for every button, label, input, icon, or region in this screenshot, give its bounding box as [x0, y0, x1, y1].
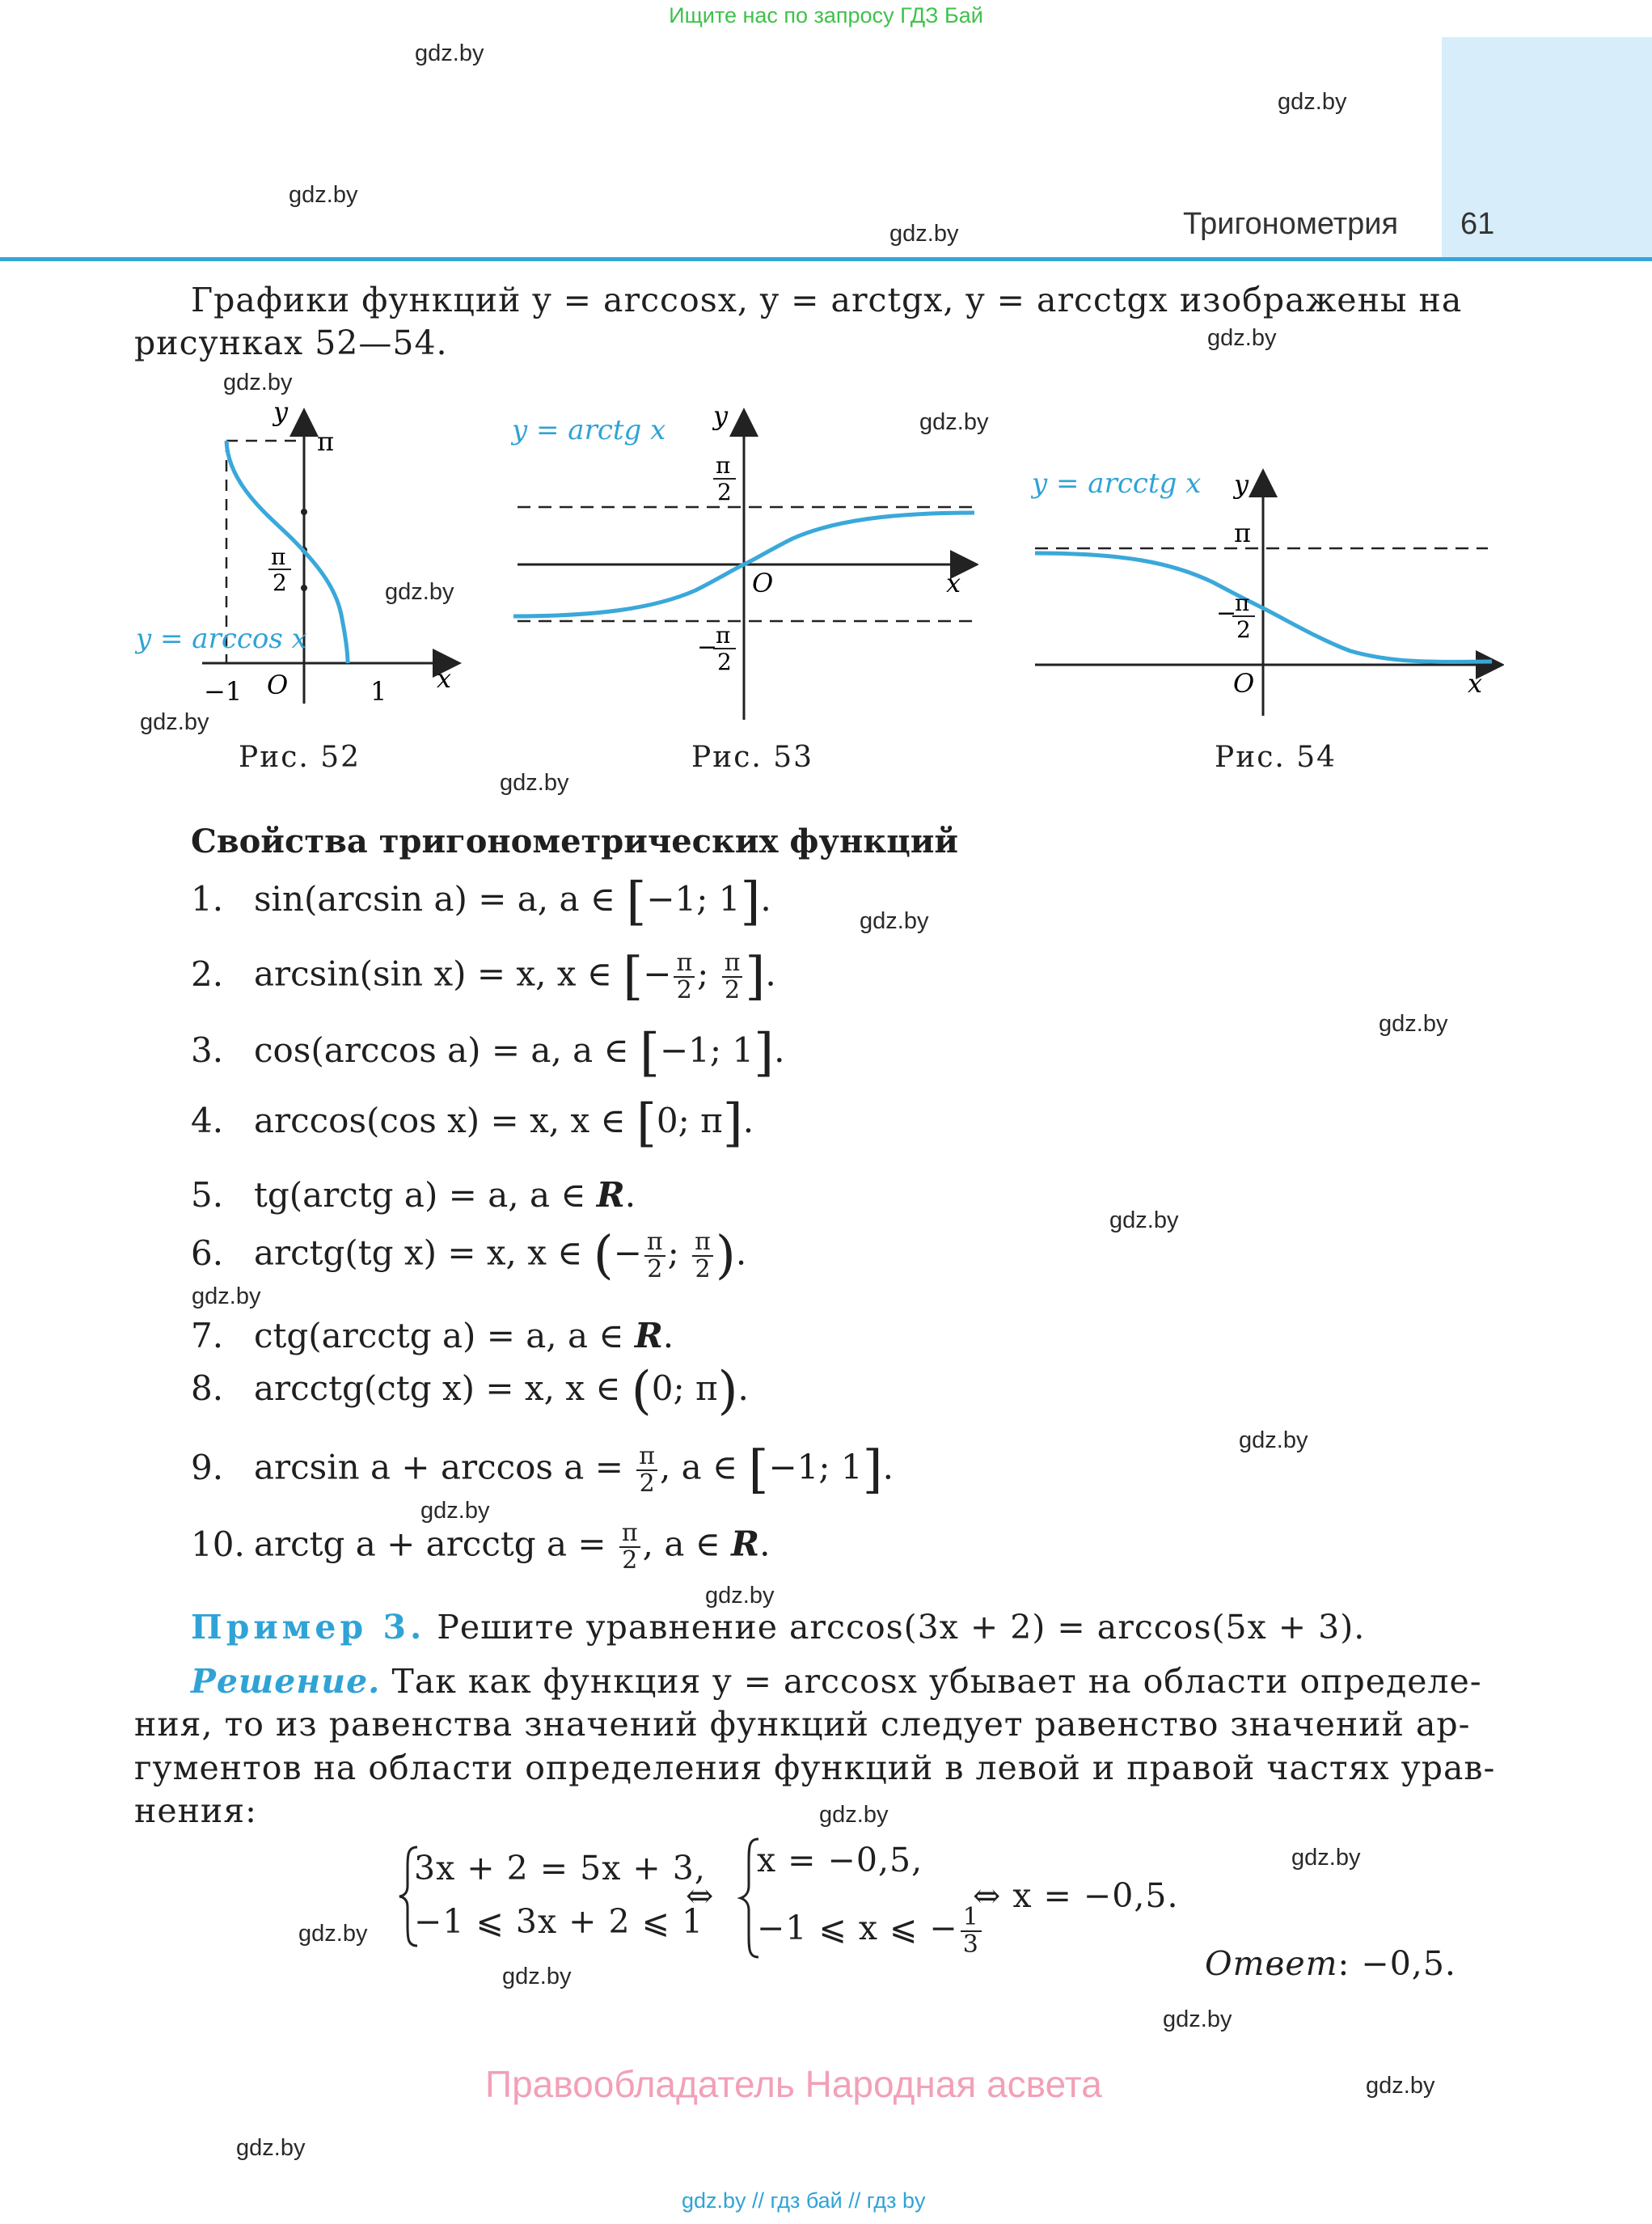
- example-heading: [191, 1608, 1365, 1647]
- watermark: gdz.by: [1278, 89, 1347, 115]
- watermark: gdz.by: [919, 409, 989, 435]
- fig52-caption: Рис. 52: [239, 741, 361, 774]
- fig54-caption: Рис. 54: [1215, 741, 1337, 774]
- watermark: gdz.by: [140, 709, 209, 735]
- fig52-function-label: y = arccos x: [136, 623, 307, 655]
- label-pi: π: [317, 426, 335, 457]
- label-half-num: π: [1235, 590, 1250, 616]
- property-8: 8. arcctg(ctg x) = x, x ∈ (0; π).: [191, 1361, 749, 1421]
- fig54-function-label: y = arcctg x: [1032, 467, 1202, 500]
- answer-value: : −0,5.: [1337, 1944, 1456, 1983]
- property-7: 7. ctg(arcctg a) = a, a ∈ R.: [191, 1316, 674, 1355]
- watermark: gdz.by: [298, 1921, 368, 1947]
- label-top-num: π: [716, 452, 731, 479]
- figure-52: [129, 396, 469, 720]
- header-rule: [0, 257, 1652, 261]
- watermark: gdz.by: [289, 182, 358, 208]
- axis-label-x: x: [437, 663, 452, 694]
- label-pi: π: [1234, 518, 1252, 548]
- watermark: gdz.by: [1109, 1207, 1179, 1233]
- top-banner[interactable]: Ищите нас по запросу ГДЗ Бай: [669, 3, 983, 27]
- watermark: gdz.by: [1291, 1845, 1361, 1871]
- label-top-den: 2: [717, 479, 732, 505]
- system1-row1: 3x + 2 = 5x + 3,: [414, 1849, 706, 1888]
- example-label: Пример 3.: [191, 1608, 426, 1647]
- axis-label-y: y: [713, 400, 729, 431]
- label-bottom-minus: −: [697, 633, 718, 662]
- label-minus: −: [1216, 599, 1237, 628]
- label-origin: O: [267, 670, 289, 700]
- watermark: gdz.by: [889, 221, 959, 247]
- label-half-den: 2: [1236, 616, 1251, 643]
- watermark: gdz.by: [819, 1802, 889, 1828]
- axis-label-x: x: [946, 568, 961, 598]
- watermark: gdz.by: [223, 370, 293, 395]
- properties-title: Свойства тригонометрических функций: [191, 822, 959, 860]
- axis-label-y: y: [1234, 469, 1249, 500]
- watermark: gdz.by: [1379, 1011, 1448, 1037]
- answer: [1205, 1944, 1456, 1983]
- watermark: gdz.by: [705, 1583, 775, 1609]
- system2-row1: x = −0,5,: [757, 1841, 923, 1879]
- axis-label-x: x: [1468, 668, 1483, 699]
- watermark: gdz.by: [502, 1964, 572, 1989]
- label-origin: O: [752, 568, 774, 598]
- solution-line-2: ния, то из равенства значений функций следует равенство значений ар-: [134, 1705, 1471, 1744]
- label-minus-one: −1: [204, 676, 243, 707]
- property-3: 3. cos(arccos a) = a, a ∈ [−1; 1].: [191, 1023, 785, 1083]
- watermark: gdz.by: [385, 579, 454, 605]
- property-2: 2. arcsin(sin x) = x, x ∈ [− $\frac{\pi}{2}$ ; $\frac{\pi}{2}$ ].: [191, 946, 776, 1007]
- watermark: gdz.by: [420, 1498, 490, 1524]
- equiv-1: ⇔: [686, 1876, 715, 1915]
- property-4: 4. arccos(cos x) = x, x ∈ [0; π].: [191, 1093, 754, 1153]
- section-title: Тригонометрия: [1183, 207, 1399, 241]
- solution-line-4: нения:: [134, 1791, 257, 1830]
- label-one: 1: [370, 676, 387, 707]
- tick-dot: [301, 585, 307, 591]
- watermark: gdz.by: [1163, 2006, 1232, 2032]
- copyright-notice: Правообладатель Народная асвета: [485, 2063, 1102, 2105]
- system1-row2: −1 ⩽ 3x + 2 ⩽ 1: [414, 1902, 704, 1941]
- watermark: gdz.by: [415, 40, 484, 66]
- watermark: gdz.by: [1207, 325, 1277, 351]
- label-bottom-num: π: [716, 622, 731, 649]
- equiv-2: ⇔ x = −0,5.: [973, 1876, 1179, 1915]
- watermark: gdz.by: [236, 2135, 306, 2161]
- intro-line-1: Графики функций y = arccosx, y = arctgx, y = arcctgx изображены на: [191, 281, 1463, 319]
- label-origin: O: [1233, 668, 1255, 699]
- footer-links[interactable]: gdz.by // гдз бай // гдз by: [682, 2188, 926, 2213]
- page-number: 61: [1460, 207, 1495, 241]
- tick-dot: [301, 509, 307, 515]
- intro-line-2: рисунках 52—54.: [134, 323, 448, 362]
- property-6: 6. arctg(tg x) = x, x ∈ (− $\frac{\pi}{2}$ ; $\frac{\pi}{2}$ ).: [191, 1225, 747, 1286]
- figure-53: [501, 396, 978, 736]
- label-bottom-den: 2: [717, 649, 732, 675]
- fig53-function-label: y = arctg x: [512, 414, 666, 446]
- watermark: gdz.by: [1239, 1427, 1308, 1453]
- watermark: gdz.by: [192, 1283, 261, 1309]
- label-half-den: 2: [273, 569, 287, 596]
- answer-label: Ответ: [1205, 1944, 1338, 1983]
- label-half-num: π: [271, 543, 286, 570]
- solution-label: Решение.: [191, 1662, 381, 1701]
- property-5: 5. tg(arctg a) = a, a ∈ R.: [191, 1175, 636, 1215]
- fig53-caption: Рис. 53: [691, 741, 814, 774]
- system2-row2: −1 ⩽ x ⩽ − $\frac{1}{3}$: [757, 1905, 984, 1957]
- solution-line-1: Решение. Так как функция y = arccosx убывает на области определе-: [191, 1662, 1482, 1701]
- example-task: Решите уравнение arccos(3x + 2) = arccos(5x + 3).: [425, 1608, 1366, 1647]
- property-9: 9. arcsin a + arccos a = $\frac{\pi}{2}$ , a ∈ [−1; 1].: [191, 1440, 894, 1500]
- property-1: 1. sin(arcsin a) = a, a ∈ [−1; 1].: [191, 872, 771, 932]
- watermark: gdz.by: [500, 770, 569, 796]
- watermark: gdz.by: [1366, 2073, 1435, 2099]
- axis-label-y: y: [273, 396, 289, 427]
- solution-line-3: гументов на области определения функций в левой и правой частях урав-: [134, 1748, 1496, 1787]
- property-10: 10. arctg a + arcctg a = $\frac{\pi}{2}$ , a ∈ R.: [191, 1519, 771, 1575]
- watermark: gdz.by: [860, 908, 929, 934]
